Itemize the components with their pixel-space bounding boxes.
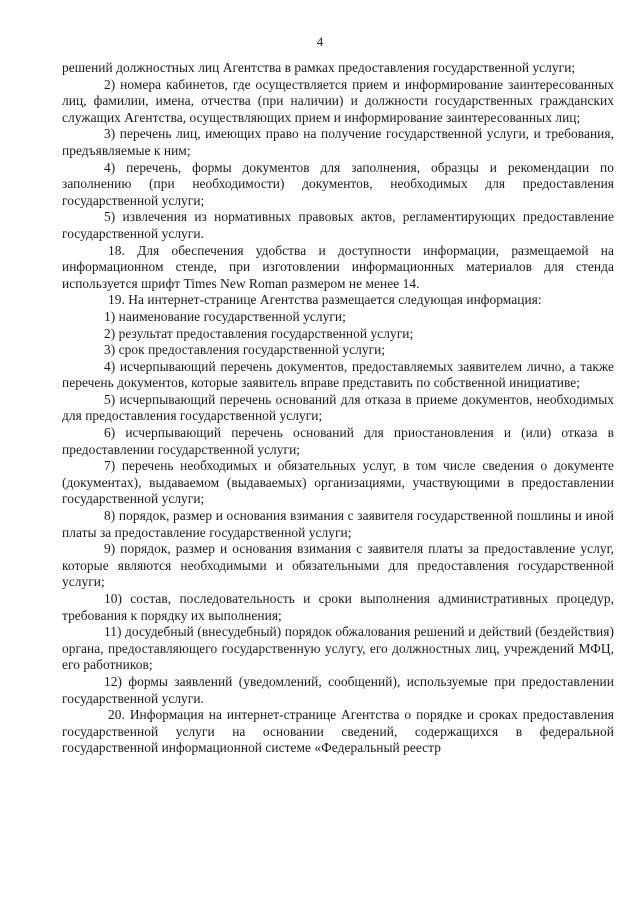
clause-20: 20. Информация на интернет-странице Агентства о порядке и сроках предоставления государственной услуги на основании сведений, содержащихся в федеральной государственной информационной системе «Федеральный реестр bbox=[62, 707, 614, 756]
clause-19-item-3: 3) срок предоставления государственной услуги; bbox=[104, 342, 386, 358]
clause-19: 19. На интернет-странице Агентства размещается следующая информация: bbox=[108, 292, 542, 308]
clause-19-item-12: 12) формы заявлений (уведомлений, сообщений), используемые при предоставлении государственной услуги. bbox=[62, 673, 614, 706]
clause-19-item-7: 7) перечень необходимых и обязательных услуг, в том числе сведения о документе (документах), выдаваемом (выдаваемых) организациями, участвующими в предоставлении государственной услуги; bbox=[62, 458, 614, 507]
clause-19-item-11: 11) досудебный (внесудебный) порядок обжалования решений и действий (бездействия) органа, предоставляющего государственную услугу, его должностных лиц, учреждений МФЦ, его работников; bbox=[62, 624, 614, 673]
clause-19-item-2: 2) результат предоставления государственной услуги; bbox=[104, 325, 414, 341]
list-item-4: 4) перечень, формы документов для заполнения, образцы и рекомендации по заполнению (при необходимости) документов, необходимых для предоставления государственной услуги; bbox=[62, 159, 614, 208]
clause-19-item-9: 9) порядок, размер и основания взимания с заявителя платы за предоставление услуг, которые являются необходимыми и обязательными для предоставления государственной услуги; bbox=[62, 541, 614, 590]
clause-18: 18. Для обеспечения удобства и доступности информации, размещаемой на информационном стенде, при изготовлении информационных материалов для стенда используется шрифт Times New Roman размером не менее 14. bbox=[62, 242, 614, 291]
list-item-3: 3) перечень лиц, имеющих право на получение государственной услуги, и требования, предъявляемые к ним; bbox=[62, 126, 614, 158]
clause-19-item-1: 1) наименование государственной услуги; bbox=[104, 308, 346, 324]
page-number: 4 bbox=[316, 34, 324, 49]
clause-19-item-4: 4) исчерпывающий перечень документов, предоставляемых заявителем лично, а также перечень документов, которые заявитель вправе представить по собственной инициативе; bbox=[62, 358, 614, 391]
paragraph-continuation: решений должностных лиц Агентства в рамках предоставления государственной услуги; bbox=[62, 60, 576, 75]
clause-19-item-8: 8) порядок, размер и основания взимания с заявителя государственной пошлины и иной платы за предоставление государственной услуги; bbox=[62, 508, 614, 540]
list-item-2: 2) номера кабинетов, где осуществляется прием и информирование заинтересованных лиц, фамилии, имена, отчества (при наличии) и должности государственных гражданских служащих Агентства, осуществляющих прием и информирование заинтересованных лиц; bbox=[62, 76, 614, 125]
clause-19-item-5: 5) исчерпывающий перечень оснований для отказа в приеме документов, необходимых для предоставления государственной услуги; bbox=[62, 391, 614, 424]
list-item-5: 5) извлечения из нормативных правовых актов, регламентирующих предоставление государственной услуги. bbox=[62, 209, 614, 241]
clause-19-item-10: 10) состав, последовательность и сроки выполнения административных процедур, требования к порядку их выполнения; bbox=[62, 591, 614, 623]
clause-19-item-6: 6) исчерпывающий перечень оснований для приостановления и (или) отказа в предоставлении государственной услуги; bbox=[62, 425, 614, 457]
document-body bbox=[62, 60, 614, 757]
